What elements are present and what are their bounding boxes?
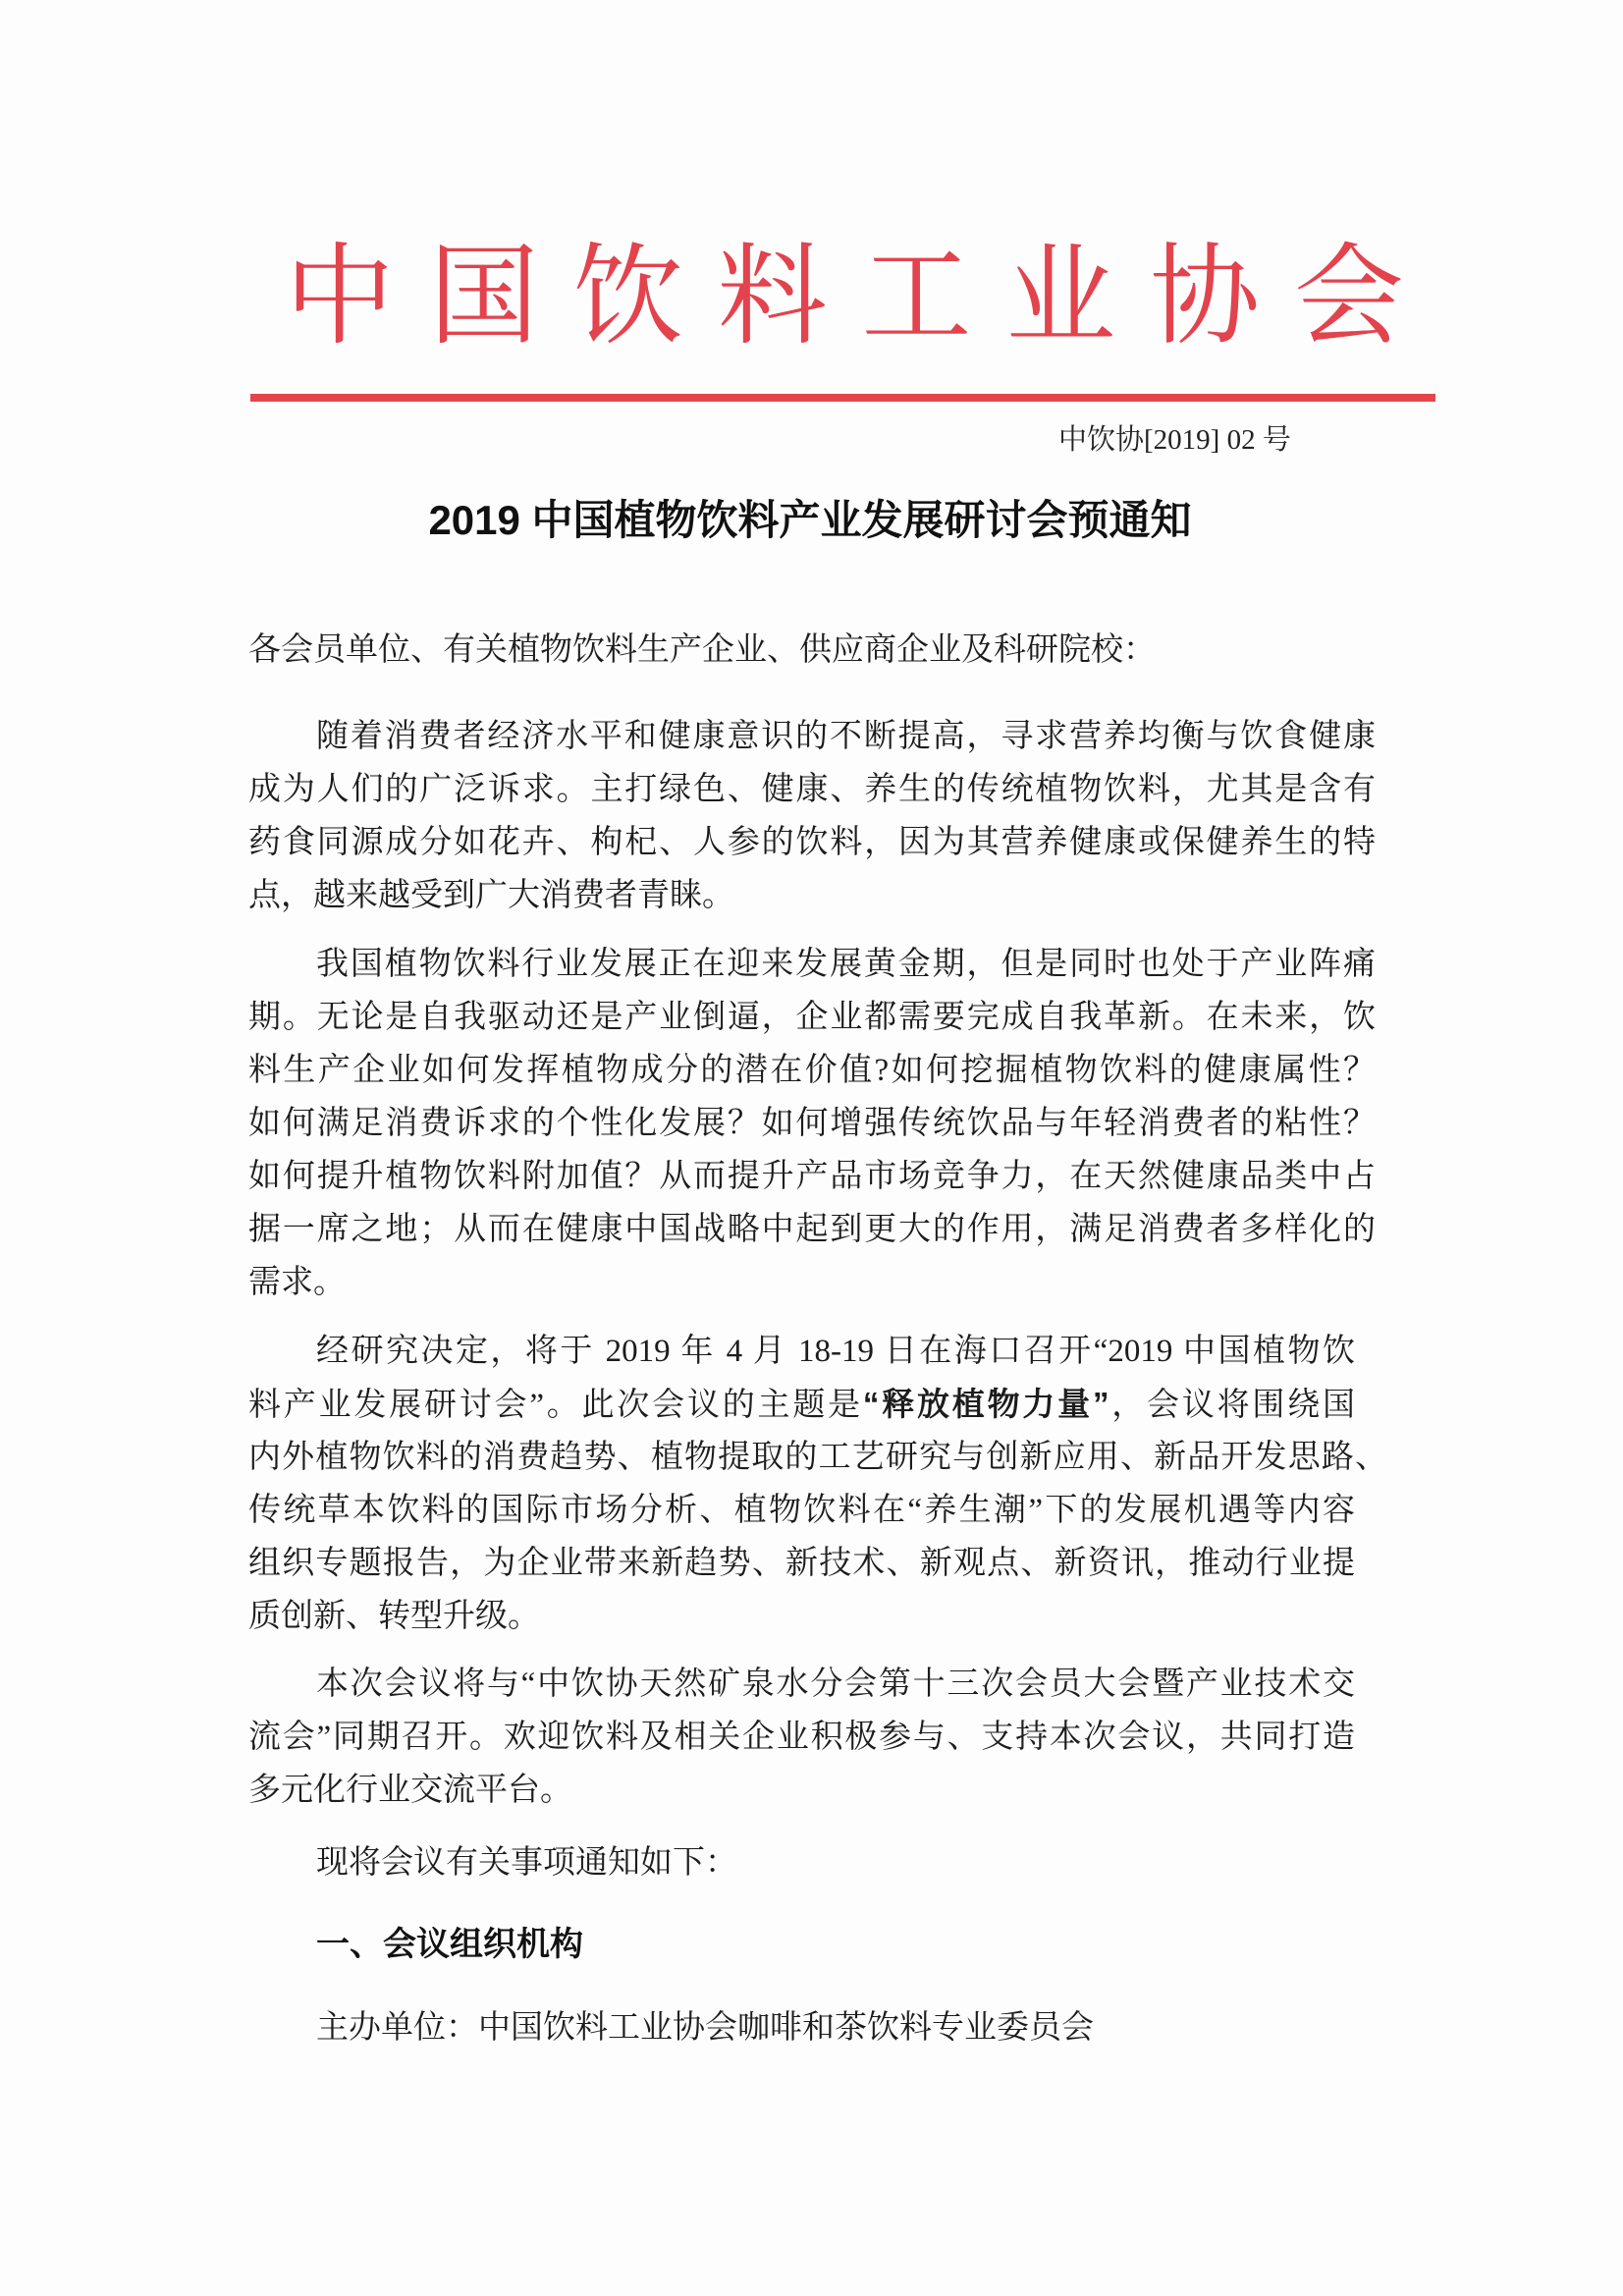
- letterhead-char: 料: [717, 237, 828, 358]
- paragraph-3-text: ，会议将围绕国: [1109, 1388, 1355, 1423]
- salutation: 各会员单位、有关植物饮料生产企业、供应商企业及科研院校：: [248, 632, 1156, 668]
- letterhead-char: 饮: [572, 237, 683, 358]
- letterhead-char: 中: [285, 237, 395, 358]
- paragraph-2-line: 如何满足消费诉求的个性化发展？如何增强传统饮品与年轻消费者的粘性？: [248, 1106, 1376, 1141]
- paragraph-3-line: 质创新、转型升级。: [248, 1599, 540, 1634]
- section-1-heading: 一、会议组织机构: [316, 1926, 583, 1963]
- paragraph-3-line: 内外植物饮料的消费趋势、植物提取的工艺研究与创新应用、新品开发思路、: [248, 1440, 1387, 1475]
- paragraph-2-line: 据一席之地；从而在健康中国战略中起到更大的作用，满足消费者多样化的: [248, 1212, 1376, 1247]
- paragraph-3-text: 料产业发展研讨会”。此次会议的主题是: [248, 1388, 863, 1423]
- letterhead-red-rule: [250, 394, 1435, 402]
- paragraph-1-line: 随着消费者经济水平和健康意识的不断提高，寻求营养均衡与饮食健康: [316, 719, 1376, 754]
- document-number: 中饮协[2019] 02 号: [1058, 424, 1291, 456]
- paragraph-4-line: 流会”同期召开。欢迎饮料及相关企业积极参与、支持本次会议，共同打造: [248, 1720, 1355, 1755]
- paragraph-3-line: 经研究决定，将于 2019 年 4 月 18-19 日在海口召开“2019 中国植物饮: [316, 1334, 1355, 1369]
- paragraph-1-line: 点，越来越受到广大消费者青睐。: [248, 878, 734, 913]
- intro-line: 现将会议有关事项通知如下：: [316, 1845, 737, 1881]
- organizer-line: 主办单位：中国饮料工业协会咖啡和茶饮料专业委员会: [316, 2010, 1094, 2046]
- paragraph-4-line: 本次会议将与“中饮协天然矿泉水分会第十三次会员大会暨产业技术交: [316, 1667, 1355, 1702]
- paragraph-2-line: 料生产企业如何发挥植物成分的潜在价值?如何挖掘植物饮料的健康属性？: [248, 1053, 1376, 1088]
- paragraph-1-line: 药食同源成分如花卉、枸杞、人参的饮料，因为其营养健康或保健养生的特: [248, 825, 1376, 860]
- paragraph-1-line: 成为人们的广泛诉求。主打绿色、健康、养生的传统植物饮料，尤其是含有: [248, 772, 1376, 807]
- paragraph-2-line: 需求。: [248, 1265, 346, 1300]
- letterhead-char: 会: [1293, 237, 1404, 358]
- document-title: 2019 中国植物饮料产业发展研讨会预通知: [428, 497, 1192, 543]
- letterhead-char: 协: [1150, 237, 1261, 358]
- conference-theme: “释放植物力量”: [862, 1386, 1109, 1422]
- paragraph-3-line: 组织专题报告，为企业带来新趋势、新技术、新观点、新资讯，推动行业提: [248, 1546, 1355, 1581]
- paragraph-3-line: [248, 1383, 1355, 1426]
- paragraph-2-line: 期。无论是自我驱动还是产业倒逼，企业都需要完成自我革新。在未来，饮: [248, 1000, 1376, 1035]
- letterhead-char: 业: [1005, 237, 1116, 358]
- paragraph-2-line: 如何提升植物饮料附加值？从而提升产品市场竞争力，在天然健康品类中占: [248, 1159, 1376, 1194]
- letterhead-org-name: [285, 234, 1404, 361]
- paragraph-2-line: 我国植物饮料行业发展正在迎来发展黄金期，但是同时也处于产业阵痛: [316, 947, 1376, 982]
- paragraph-3-line: 传统草本饮料的国际市场分析、植物饮料在“养生潮”下的发展机遇等内容: [248, 1493, 1355, 1528]
- letterhead-char: 国: [428, 237, 539, 358]
- paragraph-4-line: 多元化行业交流平台。: [248, 1773, 572, 1808]
- letterhead-char: 工: [861, 237, 972, 358]
